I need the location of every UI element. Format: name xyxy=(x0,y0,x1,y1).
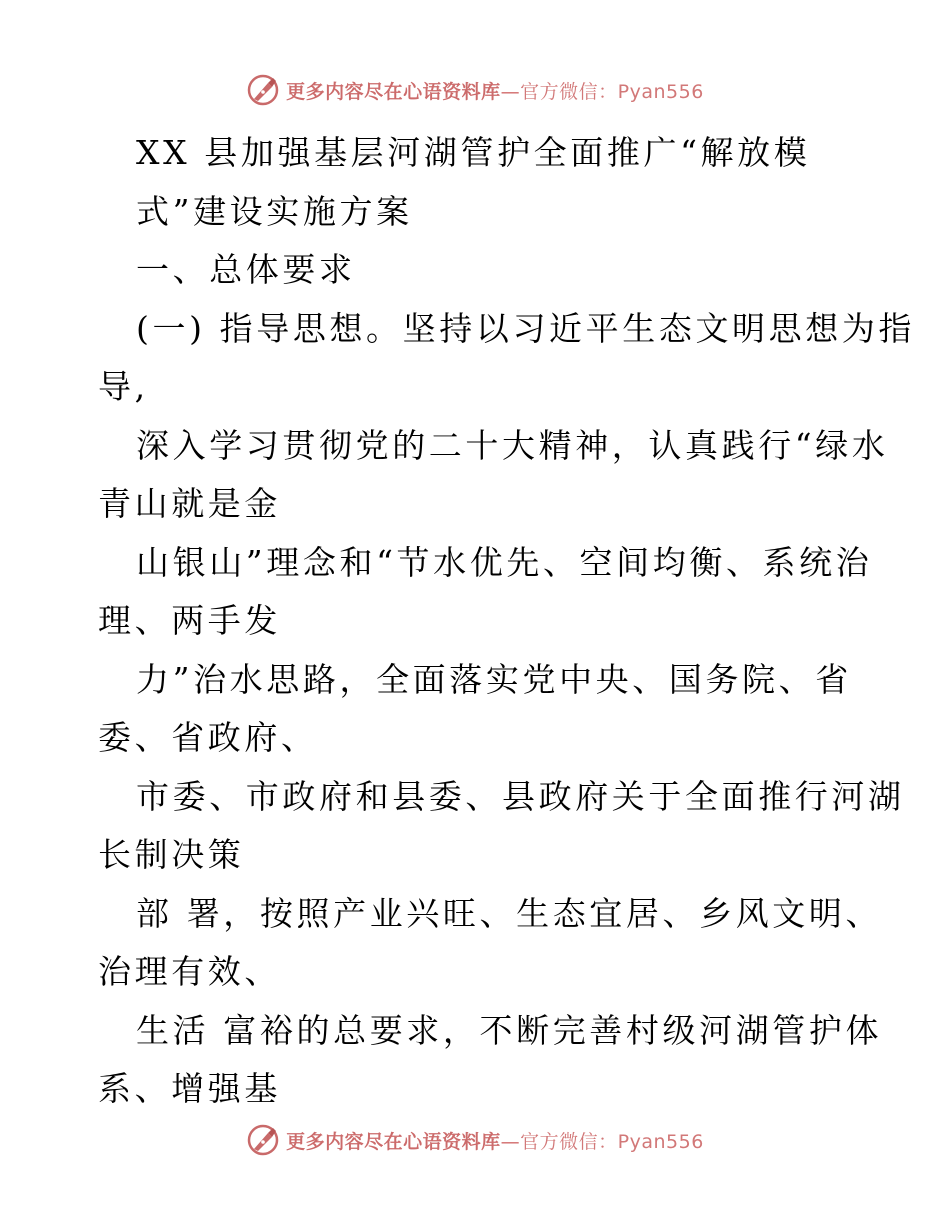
document-line: 导, xyxy=(98,367,149,406)
document-line: 长制决策 xyxy=(98,835,245,874)
document-line: 治理有效、 xyxy=(98,952,281,991)
document-line: 市委、市政府和县委、县政府关于全面推行河湖 xyxy=(136,776,905,816)
document-line: 深入学习贯彻党的二十大精神，认真践行“绿水 xyxy=(136,425,889,465)
document-line: 式”建设实施方案 xyxy=(136,191,413,231)
document-line: 一、总体要求 xyxy=(136,250,356,289)
watermark-wechat-text: 官方微信：Pyan556 xyxy=(520,80,704,103)
watermark-site-text: 更多内容尽在心语资料库 xyxy=(286,1130,501,1153)
document-line: 山银山”理念和“节水优先、空间均衡、系统治 xyxy=(136,542,873,582)
document-line: 青山就是金 xyxy=(98,484,281,523)
fountain-pen-nib-logo-icon xyxy=(246,1123,280,1157)
document-line: XX 县加强基层河湖管护全面推广“解放模 xyxy=(136,133,811,172)
header-watermark xyxy=(0,68,950,112)
footer-watermark xyxy=(0,1118,950,1162)
document-line: 委、省政府、 xyxy=(98,718,318,757)
document-body xyxy=(98,124,916,1119)
document-line: 部 署，按照产业兴旺、生态宜居、乡风文明、 xyxy=(136,893,883,933)
document-line: 系、增强基 xyxy=(98,1069,281,1108)
document-line: 力”治水思路，全面落实党中央、国务院、省 xyxy=(136,659,852,699)
watermark-site-text: 更多内容尽在心语资料库 xyxy=(286,80,501,103)
document-line: (一) 指导思想。坚持以习近平生态文明思想为指 xyxy=(136,308,916,348)
document-line: 生活 富裕的总要求，不断完善村级河湖管护体 xyxy=(136,1010,883,1050)
watermark-dash: — xyxy=(500,1130,521,1153)
watermark-dash: — xyxy=(500,80,521,103)
document-line: 理、两手发 xyxy=(98,601,281,640)
watermark-wechat-text: 官方微信：Pyan556 xyxy=(520,1130,704,1153)
fountain-pen-nib-logo-icon xyxy=(246,73,280,107)
